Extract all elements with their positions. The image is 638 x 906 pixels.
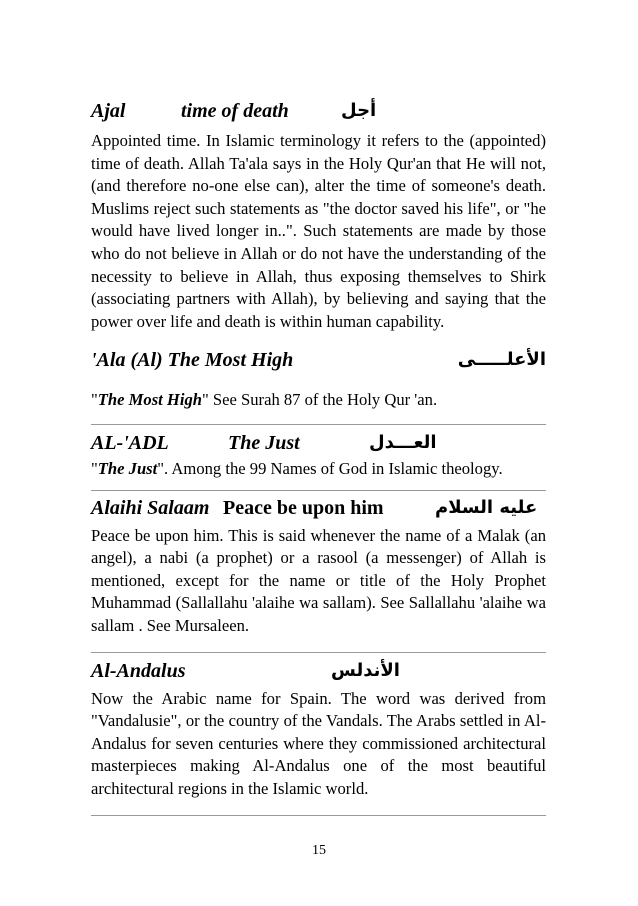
entry-heading-al-andalus (91, 660, 546, 688)
entry-definition: Appointed time. In Islamic terminology it refers to the (appointed) time of death. Allah Ta'ala says in the Holy Qur'an that He will not, (and therefore no-one else can), alter the time of someone's death. Muslims reject such statements as "the doctor saved his life", or "he would have lived longer in..". Such statements are made by those who do not believe in Allah or do not have the understanding of the necessity to believe in Allah, thus exposing themselves to Shirk (associating partners with Allah), by believing and saying that the power over life and death is within human capability. (91, 131, 546, 331)
page-number: 15 (312, 843, 326, 858)
entry-arabic: العـــدل (369, 431, 437, 453)
entry-definition: "The Just". Among the 99 Names of God in Islamic theology. (91, 458, 503, 478)
separator (91, 490, 546, 491)
glossary-page (91, 100, 546, 816)
separator (91, 424, 546, 425)
entry-definition: Now the Arabic name for Spain. The word was derived from "Vandalusie", or the country of the Vandals. The Arabs settled in Al-Andalus for seven centuries where they commissioned architectural masterpieces making Al-Andalus one of the most beautiful architectural regions in the Islamic world. (91, 688, 546, 798)
definition-text: See Surah 87 of the Holy Qur 'an. (208, 390, 438, 410)
entry-heading-adl (91, 432, 546, 458)
separator (91, 815, 546, 816)
definition-text: . Among the 99 Names of God in Islamic theology. (164, 458, 503, 478)
separator (91, 652, 546, 653)
entry-arabic: الأندلس (331, 659, 400, 681)
entry-gloss: Peace be upon him (223, 496, 384, 519)
quoted-term: The Most High (97, 390, 202, 410)
entry-term: Al-Andalus (91, 659, 186, 682)
entry-definition: Peace be upon him. This is said whenever the name of a Malak (an angel), a nabi (a prophet) or a rasool (a messenger) of Allah is mentioned, except for the name or title of the Holy Prophet Muhammad (Sallallahu 'alaihe wa sallam). See Sallallahu 'alaihe wa sallam . See Mursaleen. (91, 525, 546, 635)
quoted-term: The Just (97, 458, 158, 478)
entry-heading-ala (91, 349, 546, 379)
entry-term: AL-'ADL (91, 431, 169, 454)
entry-heading-ajal (91, 100, 546, 130)
entry-term: 'Ala (Al) The Most High (91, 349, 294, 372)
entry-heading-alaihi-salaam (91, 497, 546, 525)
entry-arabic: الأعلـــــى (457, 349, 546, 371)
entry-arabic: عليه السلام (435, 496, 538, 518)
entry-gloss: time of death (181, 100, 289, 122)
entry-gloss: The Just (228, 431, 300, 454)
entry-term: Alaihi Salaam (91, 496, 210, 519)
entry-arabic: أجل (341, 100, 377, 121)
entry-definition: "The Most High" See Surah 87 of the Holy Qur 'an. (91, 390, 438, 410)
entry-term: Ajal (91, 100, 126, 122)
